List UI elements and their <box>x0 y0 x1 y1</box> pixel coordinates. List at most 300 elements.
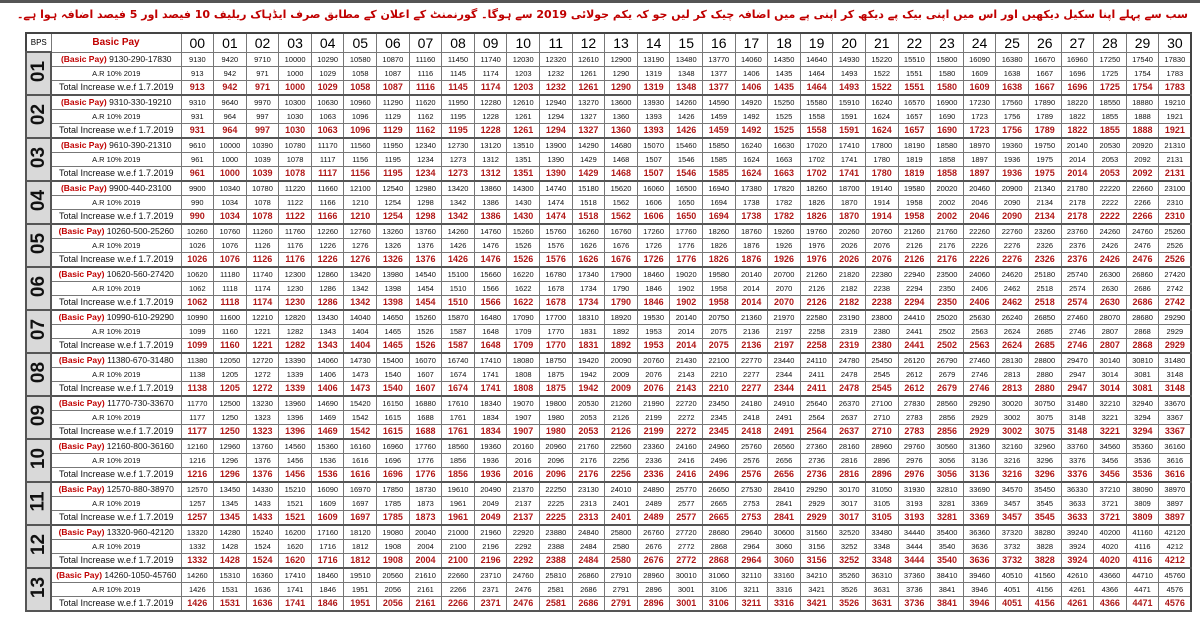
basic-value-cell: 17540 <box>1126 52 1159 66</box>
basic-value-cell: 22580 <box>800 310 833 325</box>
ar-value-cell: 1430 <box>507 195 540 209</box>
ar-value-cell: 1138 <box>181 367 214 381</box>
total-value-cell: 1696 <box>1061 80 1094 95</box>
basic-value-cell: 18220 <box>1061 95 1094 110</box>
ar-value-cell: 1812 <box>344 539 377 553</box>
total-value-cell: 2049 <box>474 510 507 525</box>
ar-value-cell: 2258 <box>800 324 833 338</box>
ar-value-cell: 2371 <box>474 582 507 596</box>
basic-value-cell: 21760 <box>572 439 605 454</box>
total-label: Total Increase w.e.f 1.7.2019 <box>51 209 181 224</box>
ar-value-cell: 3369 <box>963 496 996 510</box>
basic-value-cell: 19260 <box>768 224 801 239</box>
basic-value-cell: 17020 <box>800 138 833 153</box>
basic-value-cell: 21260 <box>605 396 638 411</box>
basic-value-cell: 40200 <box>1094 525 1127 540</box>
ar-value-cell: 1345 <box>214 496 247 510</box>
basic-value-cell: 27100 <box>865 396 898 411</box>
total-value-cell: 2131 <box>1159 166 1192 181</box>
ar-value-cell: 2813 <box>996 367 1029 381</box>
total-value-cell: 2581 <box>540 596 573 611</box>
ar-value-cell: 1230 <box>279 281 312 295</box>
total-row-bps-10 <box>26 467 1191 482</box>
basic-value-cell: 36330 <box>1061 482 1094 497</box>
basic-value-cell: 15870 <box>442 310 475 325</box>
ar-value-cell: 2976 <box>898 453 931 467</box>
basic-value-cell: 17760 <box>670 224 703 239</box>
total-value-cell: 2418 <box>735 424 768 439</box>
basic-value-cell: 22920 <box>507 525 540 540</box>
basic-pay-label <box>51 310 181 325</box>
basic-value-cell: 26240 <box>996 310 1029 325</box>
ar-value-cell: 2272 <box>670 410 703 424</box>
ar-value-cell: 1429 <box>572 152 605 166</box>
ar-value-cell: 1690 <box>931 109 964 123</box>
total-value-cell: 2476 <box>1126 252 1159 267</box>
ar-value-cell: 2772 <box>670 539 703 553</box>
total-value-cell: 2226 <box>963 252 996 267</box>
total-value-cell: 1936 <box>996 166 1029 181</box>
total-value-cell: 3017 <box>833 510 866 525</box>
bps-grade-label: 06 <box>27 275 49 298</box>
stage-header-19: 19 <box>800 33 833 52</box>
ar-value-cell: 1286 <box>311 281 344 295</box>
ar-row-bps-12 <box>26 539 1191 553</box>
ar-value-cell: 2783 <box>898 410 931 424</box>
basic-value-cell: 10990 <box>181 310 214 325</box>
basic-value-cell: 13230 <box>246 396 279 411</box>
basic-value-cell: 20760 <box>865 224 898 239</box>
ar-value-cell: 1396 <box>279 410 312 424</box>
total-value-cell: 1261 <box>572 80 605 95</box>
ar-value-cell: 1591 <box>833 109 866 123</box>
ar-value-cell: 2197 <box>768 324 801 338</box>
basic-value-cell: 16880 <box>409 396 442 411</box>
basic-pay-row-bps-07 <box>26 310 1191 325</box>
total-value-cell: 1166 <box>311 209 344 224</box>
basic-value-cell: 13510 <box>507 138 540 153</box>
bps-grade-cell <box>26 525 51 568</box>
ar-value-cell: 961 <box>181 152 214 166</box>
ar-label: A.R 10% 2019 <box>51 281 181 295</box>
total-value-cell: 1846 <box>637 295 670 310</box>
basic-value-cell: 31360 <box>963 439 996 454</box>
ar-value-cell: 1716 <box>311 539 344 553</box>
ar-value-cell: 1536 <box>311 453 344 467</box>
ar-value-cell: 2496 <box>703 453 736 467</box>
ar-value-cell: 3721 <box>1094 496 1127 510</box>
total-value-cell: 1620 <box>279 553 312 568</box>
total-value-cell: 2199 <box>637 424 670 439</box>
basic-value-cell: 15250 <box>768 95 801 110</box>
ar-value-cell: 2026 <box>833 238 866 252</box>
ar-value-cell: 2380 <box>865 324 898 338</box>
basic-value-cell: 15800 <box>931 52 964 66</box>
basic-value-cell: 15260 <box>409 310 442 325</box>
basic-value-cell: 22560 <box>605 439 638 454</box>
basic-value-cell: 30750 <box>1028 396 1061 411</box>
basic-value-cell: 14350 <box>768 52 801 66</box>
ar-label: A.R 10% 2019 <box>51 410 181 424</box>
basic-value-cell: 30020 <box>996 396 1029 411</box>
basic-value-cell: 28960 <box>637 568 670 583</box>
ar-value-cell: 2426 <box>1094 238 1127 252</box>
ar-value-cell: 3456 <box>1094 453 1127 467</box>
basic-value-cell: 20140 <box>670 310 703 325</box>
ar-label: A.R 10% 2019 <box>51 496 181 510</box>
basic-value-cell: 12320 <box>540 52 573 66</box>
ar-value-cell: 2014 <box>735 281 768 295</box>
total-value-cell: 1177 <box>181 424 214 439</box>
basic-value-cell: 11450 <box>442 52 475 66</box>
ar-value-cell: 3193 <box>898 496 931 510</box>
basic-value-cell: 22720 <box>670 396 703 411</box>
ar-value-cell: 1465 <box>377 324 410 338</box>
ar-value-cell: 1783 <box>1159 66 1192 80</box>
basic-value-cell: 14040 <box>344 310 377 325</box>
ar-value-cell: 2964 <box>735 539 768 553</box>
total-value-cell: 2176 <box>931 252 964 267</box>
total-value-cell: 1174 <box>246 295 279 310</box>
total-value-cell: 3616 <box>1159 467 1192 482</box>
total-value-cell: 2576 <box>735 467 768 482</box>
basic-value-cell: 13420 <box>442 181 475 196</box>
bps-grade-label: 10 <box>27 447 49 470</box>
total-value-cell: 1624 <box>735 166 768 181</box>
total-value-cell: 4212 <box>1159 553 1192 568</box>
basic-value-cell: 19080 <box>377 525 410 540</box>
basic-value-cell: 23500 <box>931 267 964 282</box>
total-value-cell: 2196 <box>474 553 507 568</box>
total-value-cell: 1819 <box>898 166 931 181</box>
basic-value-cell: 33480 <box>865 525 898 540</box>
pay-scale-range: 10260-500-25260 <box>104 225 174 236</box>
ar-value-cell: 2564 <box>800 410 833 424</box>
basic-value-cell: 17090 <box>507 310 540 325</box>
ar-value-cell: 2502 <box>931 324 964 338</box>
bps-grade-label: 03 <box>27 146 49 169</box>
ar-value-cell: 2686 <box>1126 281 1159 295</box>
basic-value-cell: 16740 <box>442 353 475 368</box>
ar-value-cell: 1406 <box>311 367 344 381</box>
basic-value-cell: 18460 <box>311 568 344 583</box>
basic-value-cell: 9420 <box>214 52 247 66</box>
ar-value-cell: 1770 <box>540 324 573 338</box>
total-value-cell: 1428 <box>214 553 247 568</box>
total-value-cell: 1690 <box>931 123 964 138</box>
ar-value-cell: 2136 <box>735 324 768 338</box>
ar-value-cell: 1667 <box>1028 66 1061 80</box>
total-value-cell: 2813 <box>996 381 1029 396</box>
stage-header-06: 06 <box>377 33 410 52</box>
total-value-cell: 1725 <box>1094 80 1127 95</box>
total-value-cell: 1622 <box>507 295 540 310</box>
bps-grade-cell <box>26 482 51 525</box>
total-value-cell: 1282 <box>279 338 312 353</box>
basic-value-cell: 14260 <box>181 568 214 583</box>
basic-value-cell: 37360 <box>898 568 931 583</box>
total-value-cell: 1096 <box>344 123 377 138</box>
total-value-cell: 1296 <box>214 467 247 482</box>
basic-value-cell: 20900 <box>996 181 1029 196</box>
total-value-cell: 3075 <box>1028 424 1061 439</box>
ar-value-cell: 4020 <box>1094 539 1127 553</box>
basic-value-cell: 27360 <box>800 439 833 454</box>
total-value-cell: 2746 <box>1061 338 1094 353</box>
ar-value-cell: 2076 <box>637 367 670 381</box>
ar-value-cell: 2210 <box>703 367 736 381</box>
ar-value-cell: 3105 <box>865 496 898 510</box>
total-value-cell: 4366 <box>1094 596 1127 611</box>
total-value-cell: 1624 <box>865 123 898 138</box>
basic-value-cell: 19800 <box>540 396 573 411</box>
ar-value-cell: 2484 <box>572 539 605 553</box>
ar-value-cell: 2686 <box>572 582 605 596</box>
total-value-cell: 1429 <box>572 166 605 181</box>
ar-label: A.R 10% 2019 <box>51 582 181 596</box>
basic-value-cell: 29290 <box>963 396 996 411</box>
total-value-cell: 2630 <box>1094 295 1127 310</box>
total-value-cell: 1030 <box>279 123 312 138</box>
ar-value-cell: 2076 <box>865 238 898 252</box>
ar-value-cell: 1636 <box>246 582 279 596</box>
ar-value-cell: 1276 <box>344 238 377 252</box>
basic-value-cell: 21260 <box>800 267 833 282</box>
total-value-cell: 2710 <box>865 424 898 439</box>
basic-value-cell: 28800 <box>1028 353 1061 368</box>
basic-value-cell: 18970 <box>963 138 996 153</box>
total-value-cell: 3946 <box>963 596 996 611</box>
basic-value-cell: 10000 <box>214 138 247 153</box>
basic-value-cell: 12980 <box>409 181 442 196</box>
ar-value-cell: 2896 <box>637 582 670 596</box>
basic-value-cell: 20020 <box>931 181 964 196</box>
basic-value-cell: 17260 <box>637 224 670 239</box>
ar-value-cell: 1808 <box>507 367 540 381</box>
stage-header-17: 17 <box>735 33 768 52</box>
ar-value-cell: 1177 <box>181 410 214 424</box>
ar-value-cell: 3636 <box>963 539 996 553</box>
basic-value-cell: 18460 <box>637 267 670 282</box>
basic-value-cell: 24780 <box>833 353 866 368</box>
ar-value-cell: 1129 <box>377 109 410 123</box>
ar-value-cell: 2880 <box>1028 367 1061 381</box>
basic-value-cell: 16970 <box>344 482 377 497</box>
pay-scale-range: 13320-960-42120 <box>104 526 174 537</box>
basic-value-cell: 13760 <box>409 224 442 239</box>
total-row-bps-04 <box>26 209 1191 224</box>
basic-value-cell: 33760 <box>1061 439 1094 454</box>
total-value-cell: 2656 <box>768 467 801 482</box>
ar-row-bps-06 <box>26 281 1191 295</box>
basic-value-cell: 27910 <box>605 568 638 583</box>
total-value-cell: 997 <box>246 123 279 138</box>
ar-label: A.R 10% 2019 <box>51 367 181 381</box>
ar-value-cell: 1620 <box>279 539 312 553</box>
total-value-cell: 1156 <box>344 166 377 181</box>
stage-header-22: 22 <box>898 33 931 52</box>
basic-value-cell: 17760 <box>409 439 442 454</box>
ar-value-cell: 1118 <box>214 281 247 295</box>
ar-value-cell: 1360 <box>605 109 638 123</box>
total-row-bps-06 <box>26 295 1191 310</box>
total-value-cell: 1951 <box>344 596 377 611</box>
ar-value-cell: 1029 <box>311 66 344 80</box>
basic-value-cell: 23360 <box>637 439 670 454</box>
ar-value-cell: 1232 <box>540 66 573 80</box>
basic-value-cell: 11290 <box>377 95 410 110</box>
total-value-cell: 2126 <box>605 424 638 439</box>
basic-value-cell: 11260 <box>246 224 279 239</box>
ar-value-cell: 1282 <box>279 324 312 338</box>
total-value-cell: 2350 <box>931 295 964 310</box>
total-value-cell: 1785 <box>377 510 410 525</box>
basic-value-cell: 17410 <box>833 138 866 153</box>
ar-value-cell: 2462 <box>996 281 1029 295</box>
stage-header-02: 02 <box>246 33 279 52</box>
urdu-notice: سب سے پہلے اپنا سکیل دیکھیں اور اس میں اپنی بیک پے دیکھ کر اپنی پے میں اضافہ چیک کر لیں جو کہ یکم جولائی 2019 سے ہوگا۔ گورنمنٹ کے اعلان کے مطابق صرف ایڈہاک ریلیف 10 فیصد اور 5 فیصد اضافہ ہوا ہے۔ <box>16 8 1188 21</box>
basic-value-cell: 23880 <box>540 525 573 540</box>
basic-value-cell: 15360 <box>311 439 344 454</box>
basic-value-cell: 39240 <box>1061 525 1094 540</box>
total-value-cell: 1780 <box>865 166 898 181</box>
ar-value-cell: 2710 <box>865 410 898 424</box>
stage-header-07: 07 <box>409 33 442 52</box>
total-value-cell: 3526 <box>833 596 866 611</box>
total-value-cell: 2518 <box>1028 295 1061 310</box>
basic-value-cell: 16060 <box>637 181 670 196</box>
total-value-cell: 1348 <box>670 80 703 95</box>
total-value-cell: 1958 <box>898 209 931 224</box>
basic-pay-prefix: (Basic Pay) <box>58 311 105 322</box>
total-label: Total Increase w.e.f 1.7.2019 <box>51 467 181 482</box>
ar-value-cell: 1342 <box>344 281 377 295</box>
total-value-cell: 1298 <box>409 209 442 224</box>
total-label: Total Increase w.e.f 1.7.2019 <box>51 166 181 181</box>
basic-value-cell: 14590 <box>703 95 736 110</box>
basic-value-cell: 29640 <box>735 525 768 540</box>
ar-value-cell: 3809 <box>1126 496 1159 510</box>
total-value-cell: 1783 <box>1159 80 1192 95</box>
ar-value-cell: 1546 <box>670 152 703 166</box>
basic-value-cell: 18730 <box>409 482 442 497</box>
basic-value-cell: 14540 <box>409 267 442 282</box>
ar-value-cell: 1145 <box>442 66 475 80</box>
total-value-cell: 1426 <box>181 596 214 611</box>
basic-value-cell: 17830 <box>1159 52 1192 66</box>
total-value-cell: 2272 <box>670 424 703 439</box>
total-value-cell: 2947 <box>1061 381 1094 396</box>
ar-value-cell: 1858 <box>931 152 964 166</box>
ar-value-cell: 1216 <box>181 453 214 467</box>
ar-value-cell: 1000 <box>214 152 247 166</box>
total-value-cell: 2014 <box>735 295 768 310</box>
total-value-cell: 2637 <box>833 424 866 439</box>
basic-value-cell: 24260 <box>1094 224 1127 239</box>
basic-value-cell: 16160 <box>344 439 377 454</box>
total-value-cell: 2491 <box>768 424 801 439</box>
basic-value-cell: 9640 <box>214 95 247 110</box>
ar-value-cell: 1030 <box>279 109 312 123</box>
basic-value-cell: 18340 <box>474 396 507 411</box>
basic-value-cell: 16630 <box>768 138 801 153</box>
basic-value-cell: 10390 <box>246 138 279 153</box>
basic-value-cell: 43660 <box>1094 568 1127 583</box>
basic-value-cell: 26650 <box>703 482 736 497</box>
basic-value-cell: 18310 <box>572 310 605 325</box>
basic-value-cell: 11950 <box>442 95 475 110</box>
basic-value-cell: 13430 <box>311 310 344 325</box>
basic-value-cell: 10620 <box>181 267 214 282</box>
basic-value-cell: 11950 <box>377 138 410 153</box>
basic-value-cell: 12960 <box>214 439 247 454</box>
ar-value-cell: 4156 <box>1028 582 1061 596</box>
basic-value-cell: 19070 <box>507 396 540 411</box>
ar-value-cell: 1195 <box>377 152 410 166</box>
total-value-cell: 3536 <box>1126 467 1159 482</box>
ar-value-cell: 1376 <box>246 453 279 467</box>
ar-value-cell: 3281 <box>931 496 964 510</box>
stage-header-30: 30 <box>1159 33 1192 52</box>
ar-value-cell: 1058 <box>344 66 377 80</box>
basic-value-cell: 44710 <box>1126 568 1159 583</box>
total-value-cell: 4576 <box>1159 596 1192 611</box>
total-value-cell: 3736 <box>898 596 931 611</box>
basic-value-cell: 25260 <box>1159 224 1192 239</box>
ar-value-cell: 2416 <box>670 453 703 467</box>
basic-value-cell: 25630 <box>963 310 996 325</box>
total-value-cell: 2406 <box>963 295 996 310</box>
ar-value-cell: 997 <box>246 109 279 123</box>
basic-value-cell: 24160 <box>670 439 703 454</box>
ar-value-cell: 2126 <box>898 238 931 252</box>
basic-value-cell: 28560 <box>931 396 964 411</box>
total-value-cell: 1469 <box>311 424 344 439</box>
basic-value-cell: 12570 <box>181 482 214 497</box>
total-value-cell: 1542 <box>344 424 377 439</box>
total-value-cell: 2134 <box>1028 209 1061 224</box>
total-value-cell: 1039 <box>246 166 279 181</box>
basic-value-cell: 19140 <box>865 181 898 196</box>
total-value-cell: 2783 <box>898 424 931 439</box>
ar-value-cell: 2053 <box>572 410 605 424</box>
total-value-cell: 1228 <box>474 123 507 138</box>
basic-value-cell: 38280 <box>1028 525 1061 540</box>
stage-header-24: 24 <box>963 33 996 52</box>
total-value-cell: 1323 <box>246 424 279 439</box>
total-value-cell: 2856 <box>931 424 964 439</box>
total-value-cell: 3221 <box>1094 424 1127 439</box>
total-value-cell: 2676 <box>637 553 670 568</box>
basic-value-cell: 21610 <box>409 568 442 583</box>
ar-value-cell: 990 <box>181 195 214 209</box>
ar-value-cell: 1888 <box>1126 109 1159 123</box>
total-value-cell: 1343 <box>311 338 344 353</box>
total-value-cell: 1562 <box>605 209 638 224</box>
total-value-cell: 1257 <box>181 510 214 525</box>
total-value-cell: 1342 <box>344 295 377 310</box>
basic-value-cell: 11170 <box>311 138 344 153</box>
ar-value-cell: 1785 <box>377 496 410 510</box>
total-value-cell: 1667 <box>1028 80 1061 95</box>
ar-value-cell: 3136 <box>963 453 996 467</box>
basic-pay-prefix: (Basic Pay) <box>58 526 105 537</box>
ar-label: A.R 10% 2019 <box>51 109 181 123</box>
basic-value-cell: 27720 <box>670 525 703 540</box>
total-value-cell: 1326 <box>377 252 410 267</box>
basic-value-cell: 25180 <box>1028 267 1061 282</box>
total-value-cell: 2686 <box>572 596 605 611</box>
